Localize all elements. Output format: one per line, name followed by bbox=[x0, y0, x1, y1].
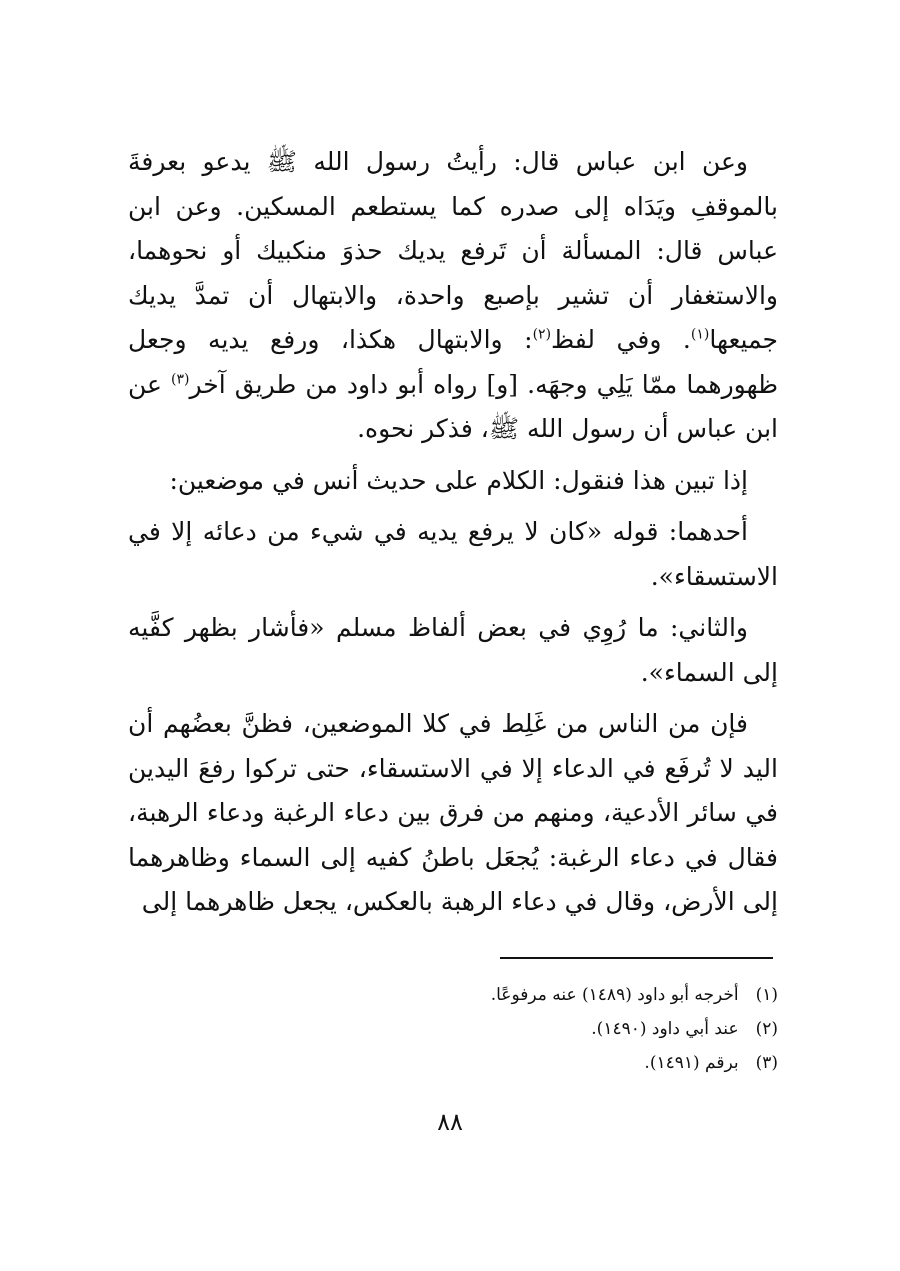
footnote-number: (٢) bbox=[755, 1019, 778, 1039]
paragraph-first-point: أحدهما: قوله «كان لا يرفع يديه في شيء من دعائه إلا في الاستسقاء». bbox=[128, 517, 778, 591]
footnote-number: (١) bbox=[755, 985, 778, 1005]
paragraph-second-point: والثاني: ما رُوِي في بعض ألفاظ مسلم «فأشار بظهر كفَّيه إلى السماء». bbox=[128, 613, 778, 687]
footnote-number: (٣) bbox=[755, 1053, 778, 1073]
page-number: ٨٨ bbox=[437, 1108, 463, 1136]
paragraph-text: : والابتهال هكذا، ورفع يديه وجعل ظهورهما ممّا يَلِي وجهَه. [و] رواه أبو داود من طريق آخر bbox=[128, 325, 778, 399]
paragraph-text: عن ابن عباس أن رسول الله ﷺ، فذكر نحوه. bbox=[128, 369, 778, 443]
footnotes bbox=[128, 978, 778, 1080]
footnote-ref-1[interactable]: (١) bbox=[690, 326, 710, 343]
footnote-text: أخرجه أبو داود (١٤٨٩) عنه مرفوعًا. bbox=[490, 985, 739, 1005]
paragraph-text: وعن ابن عباس قال: رأيتُ رسول الله ﷺ يدعو بعرفةَ بالموقفِ ويَدَاه إلى صدره كما يستطعم المسكين. وعن ابن عباس قال: المسألة أن تَرفع يديك حذوَ منكبيك أو نحوهما، والاستغفار أن تشير بإصبع واحدة، والابتهال أن تمدَّ يديك جميعها bbox=[128, 147, 779, 354]
paragraph-ibn-abbas bbox=[128, 140, 778, 452]
footnote-3 bbox=[128, 1046, 778, 1080]
paragraph-intro: إذا تبين هذا فنقول: الكلام على حديث أنس في موضعين: bbox=[169, 465, 748, 495]
footnote-ref-3[interactable]: (٣) bbox=[171, 371, 190, 388]
footnote-separator bbox=[500, 957, 773, 959]
paragraph-people-erred: فإن من الناس من غَلِط في كلا الموضعين، فظنَّ بعضُهم أن اليد لا تُرفَع في الدعاء إلا في الاستسقاء، حتى تركوا رفعَ اليدين في سائر الأدعية، ومنهم من فرق بين دعاء الرغبة ودعاء الرهبة، فقال في دعاء الرغبة: يُجعَل باطنُ كفيه إلى السماء وظاهرهما إلى الأرض، وقال في دعاء الرهبة بالعكس، يجعل ظاهرهما إلى bbox=[128, 709, 778, 916]
paragraph-text: . وفي لفظ bbox=[551, 325, 691, 354]
footnote-text: برقم (١٤٩١). bbox=[644, 1053, 739, 1073]
main-text bbox=[128, 140, 778, 925]
footnote-1 bbox=[128, 978, 778, 1012]
footnote-text: عند أبي داود (١٤٩٠). bbox=[591, 1019, 739, 1039]
footnote-2 bbox=[128, 1012, 778, 1046]
footnote-ref-2[interactable]: (٢) bbox=[532, 326, 552, 343]
